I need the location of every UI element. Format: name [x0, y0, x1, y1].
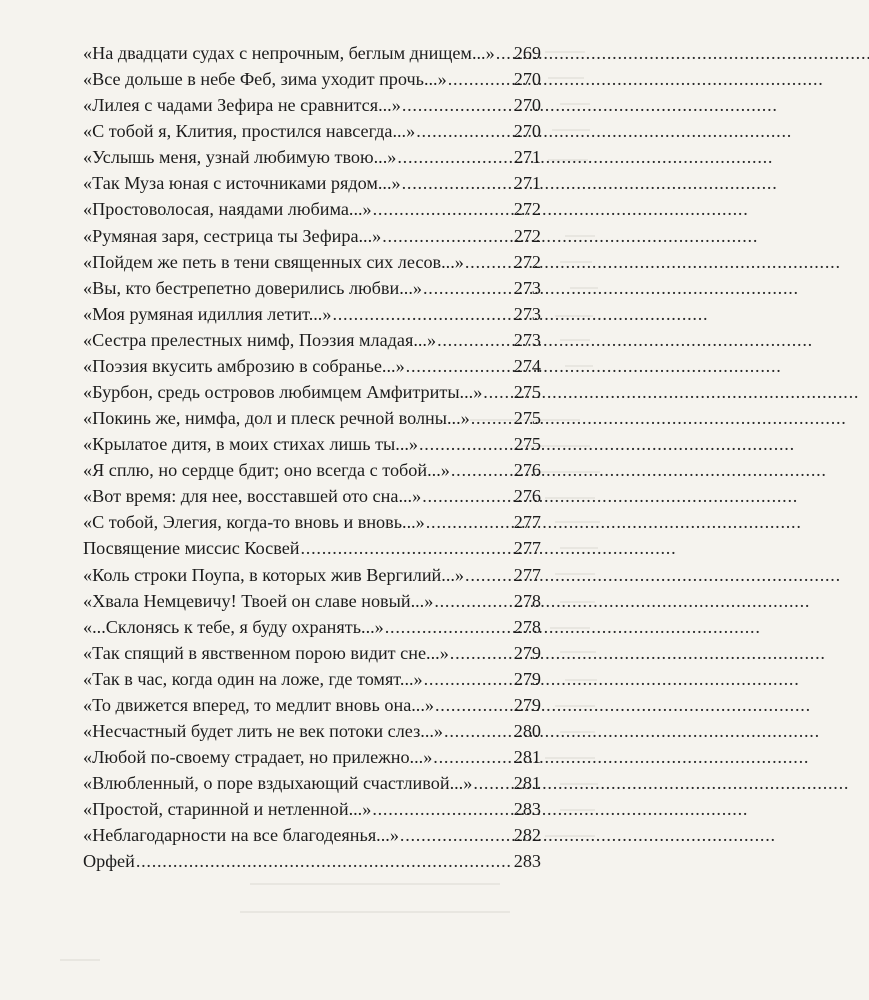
toc-entry: [83, 535, 541, 561]
dot-leader: [402, 170, 512, 196]
toc-entry: [83, 796, 541, 822]
toc-entry-page: 276: [513, 486, 541, 507]
toc-entry-page: 276: [513, 460, 541, 481]
toc-entry-page: 271: [513, 173, 541, 194]
toc-entry: [83, 196, 541, 222]
toc-entry-page: 273: [513, 329, 541, 350]
toc-entry: [83, 640, 541, 666]
dot-leader: [416, 118, 512, 144]
toc-entry-title: «То движется вперед, то медлит вновь она...»: [83, 694, 434, 715]
toc-entry-page: 281: [513, 773, 541, 794]
toc-entry-page: 270: [513, 121, 541, 142]
toc-entry-title: «Я сплю, но сердце бдит; оно всегда с тобой...»: [83, 460, 450, 481]
toc-entry: [83, 509, 541, 535]
dot-leader: [483, 379, 511, 405]
toc-entry: [83, 588, 541, 614]
toc-entry: [83, 92, 541, 118]
toc-entry-title: «С тобой я, Клития, простился навсегда...»: [83, 121, 416, 142]
toc-entry-page: 273: [513, 277, 541, 298]
dot-leader: [450, 640, 512, 666]
dot-leader: [385, 614, 512, 640]
dot-leader: [496, 40, 512, 66]
toc-entry-title: «Пойдем же петь в тени священных сих лесов...»: [83, 251, 464, 272]
toc-entry-page: 277: [513, 512, 541, 533]
toc-entry: [83, 744, 541, 770]
dot-leader: [435, 692, 512, 718]
toc-entry-title: «Все дольше в небе Феб, зима уходит прочь...»: [83, 69, 447, 90]
toc-entry-title: «Моя румяная идиллия летит...»: [83, 303, 332, 324]
dot-leader: [136, 848, 512, 874]
dot-leader: [433, 744, 511, 770]
toc-entry: [83, 301, 541, 327]
toc-entry-page: 272: [513, 251, 541, 272]
toc-entry-title: Орфей: [83, 851, 135, 872]
toc-entry: [83, 666, 541, 692]
toc-entry-title: «Сестра прелестных нимф, Поэзия младая...»: [83, 329, 437, 350]
toc-entry-title: «Так в час, когда один на ложе, где томят...»: [83, 668, 423, 689]
dot-leader: [422, 483, 512, 509]
dot-leader: [382, 223, 511, 249]
toc-entry-title: «Простоволосая, наядами любима...»: [83, 199, 372, 220]
toc-entry: [83, 483, 541, 509]
dot-leader: [448, 66, 512, 92]
toc-entry: [83, 170, 541, 196]
toc-entry-page: 283: [513, 799, 541, 820]
toc-entry: [83, 848, 541, 874]
toc-entry: [83, 431, 541, 457]
toc-entry-page: 274: [513, 355, 541, 376]
dot-leader: [465, 249, 512, 275]
toc-entry-title: «На двадцати судах с непрочным, беглым днищем...»: [83, 43, 495, 63]
toc-entry-title: «Услышь меня, узнай любимую твою...»: [83, 147, 397, 168]
toc-entry-page: 278: [513, 616, 541, 637]
toc-entry: [83, 275, 541, 301]
toc-entry: [83, 327, 541, 353]
toc-entry-title: «Румяная заря, сестрица ты Зефира...»: [83, 225, 382, 246]
toc-entry-page: 275: [513, 434, 541, 455]
toc-entry: [83, 770, 541, 796]
toc-entry-page: 281: [513, 747, 541, 768]
toc-entry-page: 279: [513, 694, 541, 715]
toc-entry-title: «Любой по-своему страдает, но прилежно...»: [83, 747, 433, 768]
toc-entry-page: 271: [513, 147, 541, 168]
dot-leader: [332, 301, 511, 327]
toc-entry: [83, 692, 541, 718]
toc-entry-title: «Бурбон, средь островов любимцем Амфитриты...»: [83, 382, 483, 403]
toc-entry-page: 282: [513, 825, 541, 846]
dot-leader: [444, 718, 512, 744]
toc-entry-title: «Поэзия вкусить амброзию в собранье...»: [83, 355, 405, 376]
toc-entry: [83, 223, 541, 249]
toc-entry: [83, 379, 541, 405]
toc-entry: [83, 66, 541, 92]
toc-entry-page: 283: [513, 851, 541, 872]
toc-entry-title: «Лилея с чадами Зефира не сравнится...»: [83, 95, 401, 116]
toc-entry-title: «Так спящий в явственном порою видит сне...»: [83, 642, 449, 663]
toc-entry-title: «Влюбленный, о поре вздыхающий счастливой...»: [83, 773, 473, 794]
toc-entry-title: «Хвала Немцевичу! Твоей он славе новый...»: [83, 590, 434, 611]
toc-entry-title: «Неблагодарности на все благодеянья...»: [83, 825, 399, 846]
dot-leader: [402, 92, 512, 118]
dot-leader: [471, 405, 512, 431]
toc-entry-title: «Несчастный будет лить не век потоки слез...»: [83, 721, 444, 742]
toc-entry: [83, 249, 541, 275]
toc-entry-page: 278: [513, 590, 541, 611]
toc-entry: [83, 144, 541, 170]
toc-entry-page: 277: [513, 564, 541, 585]
dot-leader: [423, 275, 512, 301]
toc-entry-page: 269: [513, 43, 541, 63]
toc-entry: [83, 353, 541, 379]
toc-entry: [83, 118, 541, 144]
table-of-contents: [83, 40, 541, 875]
toc-entry-title: «Коль строки Поупа, в которых жив Вергилий...»: [83, 564, 465, 585]
dot-leader: [426, 509, 512, 535]
toc-entry: [83, 822, 541, 848]
dot-leader: [465, 562, 512, 588]
toc-entry-page: 273: [513, 303, 541, 324]
toc-entry-title: Посвящение миссис Косвей: [83, 538, 300, 559]
toc-entry-title: «Вот время: для нее, восставшей ото сна...»: [83, 486, 422, 507]
toc-entry-title: «...Склонясь к тебе, я буду охранять...»: [83, 616, 384, 637]
dot-leader: [397, 144, 511, 170]
toc-entry: [83, 718, 541, 744]
dot-leader: [406, 353, 512, 379]
toc-entry-title: «Крылатое дитя, в моих стихах лишь ты...»: [83, 434, 419, 455]
dot-leader: [434, 588, 511, 614]
toc-entry: [83, 405, 541, 431]
toc-entry-title: «Так Муза юная с источниками рядом...»: [83, 173, 401, 194]
dot-leader: [373, 196, 512, 222]
toc-entry-page: 275: [513, 382, 541, 403]
toc-entry-title: «С тобой, Элегия, когда-то вновь и вновь...»: [83, 512, 425, 533]
dot-leader: [451, 457, 512, 483]
dot-leader: [419, 431, 512, 457]
toc-entry: [83, 562, 541, 588]
toc-entry-page: 277: [513, 538, 541, 559]
toc-entry-title: «Вы, кто бестрепетно доверились любви...»: [83, 277, 422, 298]
dot-leader: [400, 822, 512, 848]
toc-entry-page: 279: [513, 642, 541, 663]
toc-entry-title: «Простой, старинной и нетленной...»: [83, 799, 372, 820]
toc-entry-title: «Покинь же, нимфа, дол и плеск речной волны...»: [83, 408, 470, 429]
dot-leader: [424, 666, 512, 692]
dot-leader: [372, 796, 511, 822]
toc-entry-page: 270: [513, 69, 541, 90]
toc-entry-page: 280: [513, 721, 541, 742]
toc-entry-page: 272: [513, 199, 541, 220]
dot-leader: [473, 770, 511, 796]
dot-leader: [437, 327, 512, 353]
dot-leader: [301, 535, 512, 561]
toc-entry: [83, 40, 541, 66]
toc-entry-page: 270: [513, 95, 541, 116]
toc-entry-page: 272: [513, 225, 541, 246]
toc-entry: [83, 614, 541, 640]
toc-entry: [83, 457, 541, 483]
toc-entry-page: 279: [513, 668, 541, 689]
toc-entry-page: 275: [513, 408, 541, 429]
